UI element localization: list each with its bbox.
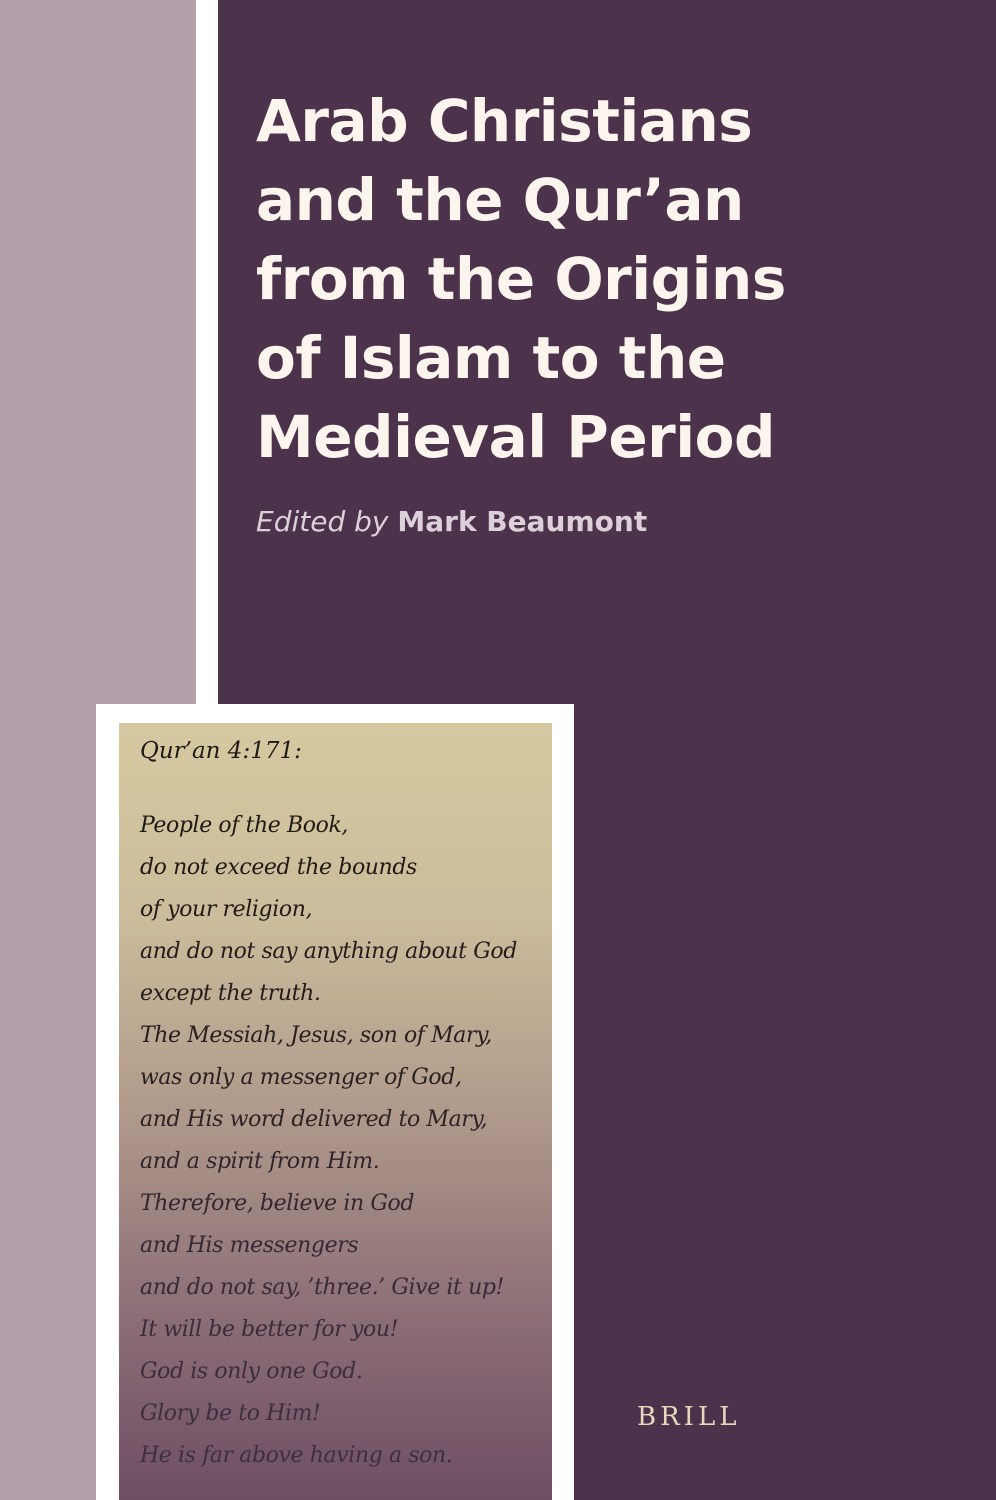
verse-line: and His word delivered to Mary, bbox=[140, 1107, 488, 1132]
verse-line: and do not say anything about God bbox=[140, 939, 517, 964]
quote-panel bbox=[119, 723, 552, 1500]
white-stripe bbox=[196, 0, 218, 704]
verse-line: and His messengers bbox=[140, 1233, 359, 1258]
editor-credit bbox=[256, 505, 647, 538]
verse-line: of your religion, bbox=[140, 897, 313, 922]
title-line: Arab Christians bbox=[256, 87, 753, 155]
editor-name: Mark Beaumont bbox=[397, 505, 648, 538]
verse-line: It will be better for you! bbox=[140, 1317, 399, 1342]
editor-label: Edited by bbox=[256, 505, 389, 538]
title-line: and the Qur’an bbox=[256, 166, 744, 234]
title-line: of Islam to the bbox=[256, 324, 726, 392]
verse-line: The Messiah, Jesus, son of Mary, bbox=[140, 1023, 492, 1048]
verse-line: except the truth. bbox=[140, 981, 321, 1006]
verse-line: God is only one God. bbox=[140, 1359, 363, 1384]
verse-line: was only a messenger of God, bbox=[140, 1065, 462, 1090]
verse-line: and a spirit from Him. bbox=[140, 1149, 380, 1174]
verse-line: Therefore, believe in God bbox=[140, 1191, 415, 1216]
quote-reference: Qur’an 4:171: bbox=[140, 738, 302, 764]
verse-line: Glory be to Him! bbox=[140, 1401, 321, 1426]
verse-line: He is far above having a son. bbox=[140, 1443, 453, 1468]
verse-text bbox=[140, 805, 517, 1477]
verse-line: and do not say, ’three.’ Give it up! bbox=[140, 1275, 504, 1300]
verse-line: People of the Book, bbox=[140, 813, 348, 838]
publisher-logo: BRILL bbox=[637, 1402, 741, 1432]
book-title bbox=[256, 82, 956, 477]
title-line: Medieval Period bbox=[256, 403, 776, 471]
verse-line: do not exceed the bounds bbox=[140, 855, 417, 880]
title-line: from the Origins bbox=[256, 245, 786, 313]
